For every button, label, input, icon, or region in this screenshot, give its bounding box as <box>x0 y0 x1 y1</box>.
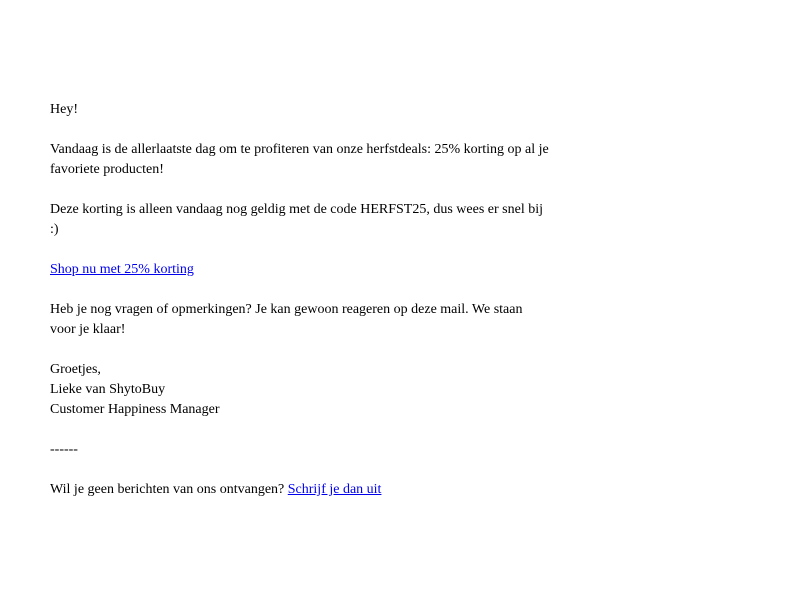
signature-name: Lieke van ShytoBuy <box>50 382 166 397</box>
signature-closing: Groetjes, <box>50 362 101 377</box>
questions-paragraph: Heb je nog vragen of opmerkingen? Je kan gewoon reageren op deze mail. We staan voor je klaar! <box>50 302 523 337</box>
greeting: Hey! <box>50 102 78 117</box>
shop-now-link[interactable]: Shop nu met 25% korting <box>50 262 194 277</box>
cta-container <box>50 260 550 280</box>
signature-role: Customer Happiness Manager <box>50 402 220 417</box>
unsubscribe-text: Wil je geen berichten van ons ontvangen? <box>50 482 288 497</box>
divider: ------ <box>50 442 78 457</box>
unsubscribe-line <box>50 480 550 500</box>
promo-paragraph: Vandaag is de allerlaatste dag om te profiteren van onze herfstdeals: 25% korting op al je favoriete producten! <box>50 142 549 177</box>
signature <box>50 360 550 420</box>
unsubscribe-link[interactable]: Schrijf je dan uit <box>287 482 382 497</box>
discount-code-paragraph: Deze korting is alleen vandaag nog geldig met de code HERFST25, dus wees er snel bij :) <box>50 202 543 237</box>
email-body <box>50 100 550 520</box>
